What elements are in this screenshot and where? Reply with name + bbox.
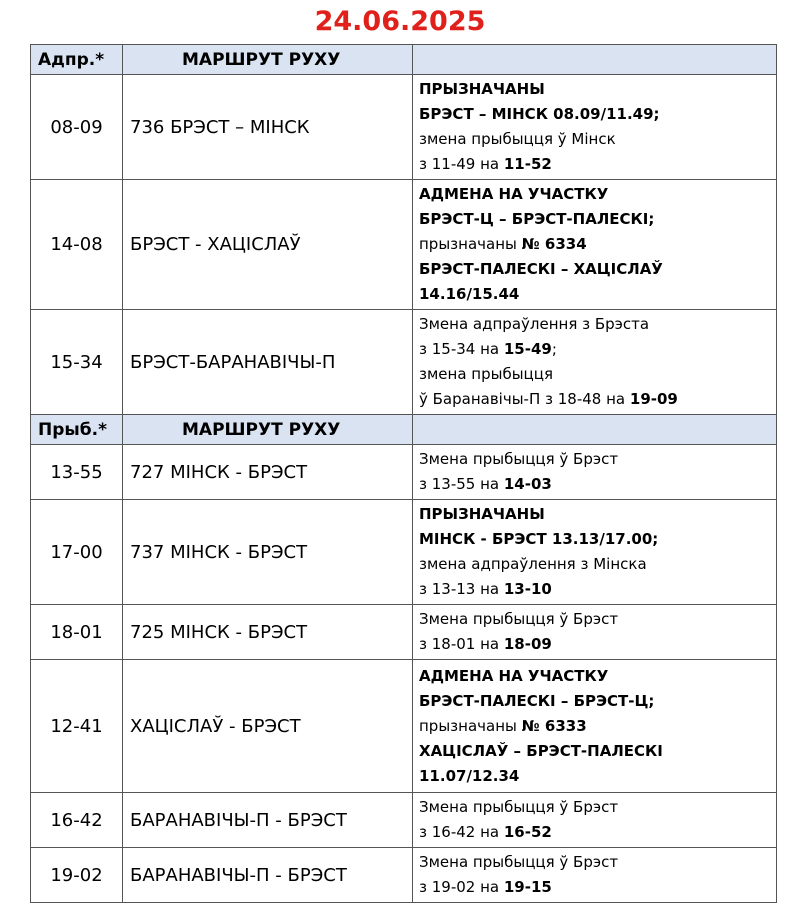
change-note: ПРЫЗНАЧАНЫ МІНСК - БРЭСТ 13.13/17.00; змена адпраўлення з Мінска з 13-13 на 13-10	[413, 500, 777, 605]
table-row	[31, 605, 777, 660]
change-note: Змена прыбыцця ў Брэст з 19-02 на 19-15	[413, 848, 777, 903]
departure-time-header: Адпр.*	[31, 45, 123, 75]
route-name: 727 МІНСК - БРЭСТ	[123, 445, 413, 500]
change-note: АДМЕНА НА УЧАСТКУ БРЭСТ-ПАЛЕСКІ – БРЭСТ-Ц; прызначаны № 6333 ХАЦІСЛАЎ – БРЭСТ-ПАЛЕСКІ 11.07/12.34	[413, 660, 777, 793]
route-name: 725 МІНСК - БРЭСТ	[123, 605, 413, 660]
departure-time: 08-09	[31, 75, 123, 180]
arrival-header-row	[31, 415, 777, 445]
schedule-table	[30, 44, 777, 903]
table-row	[31, 793, 777, 848]
arrival-time: 12-41	[31, 660, 123, 793]
arrival-time-header: Прыб.*	[31, 415, 123, 445]
arrival-time: 16-42	[31, 793, 123, 848]
route-name: БАРАНАВІЧЫ-П - БРЭСТ	[123, 793, 413, 848]
table-row	[31, 500, 777, 605]
route-name: 737 МІНСК - БРЭСТ	[123, 500, 413, 605]
table-row	[31, 848, 777, 903]
route-name: 736 БРЭСТ – МІНСК	[123, 75, 413, 180]
departure-note-header	[413, 45, 777, 75]
route-name: ХАЦІСЛАЎ - БРЭСТ	[123, 660, 413, 793]
departure-time: 14-08	[31, 180, 123, 310]
departure-header-row	[31, 45, 777, 75]
table-row	[31, 310, 777, 415]
change-note: АДМЕНА НА УЧАСТКУ БРЭСТ-Ц – БРЭСТ-ПАЛЕСКІ; прызначаны № 6334 БРЭСТ-ПАЛЕСКІ – ХАЦІСЛАЎ 14.16/15.44	[413, 180, 777, 310]
page-title: 24.06.2025	[314, 6, 486, 37]
change-note: Змена прыбыцця ў Брэст з 16-42 на 16-52	[413, 793, 777, 848]
arrival-note-header	[413, 415, 777, 445]
table-row	[31, 180, 777, 310]
change-note: Змена адпраўлення з Брэста з 15-34 на 15-49; змена прыбыцця ў Баранавічы-П з 18-48 на 19-09	[413, 310, 777, 415]
table-row	[31, 445, 777, 500]
arrival-time: 19-02	[31, 848, 123, 903]
departure-route-header: МАРШРУТ РУХУ	[123, 45, 413, 75]
arrival-time: 17-00	[31, 500, 123, 605]
table-row	[31, 660, 777, 793]
arrival-time: 13-55	[31, 445, 123, 500]
route-name: БРЭСТ - ХАЦІСЛАЎ	[123, 180, 413, 310]
change-note: ПРЫЗНАЧАНЫ БРЭСТ – МІНСК 08.09/11.49; змена прыбыцця ў Мінск з 11-49 на 11-52	[413, 75, 777, 180]
table-row	[31, 75, 777, 180]
arrival-time: 18-01	[31, 605, 123, 660]
route-name: БРЭСТ-БАРАНАВІЧЫ-П	[123, 310, 413, 415]
arrival-route-header: МАРШРУТ РУХУ	[123, 415, 413, 445]
route-name: БАРАНАВІЧЫ-П - БРЭСТ	[123, 848, 413, 903]
change-note: Змена прыбыцця ў Брэст з 18-01 на 18-09	[413, 605, 777, 660]
change-note: Змена прыбыцця ў Брэст з 13-55 на 14-03	[413, 445, 777, 500]
departure-time: 15-34	[31, 310, 123, 415]
